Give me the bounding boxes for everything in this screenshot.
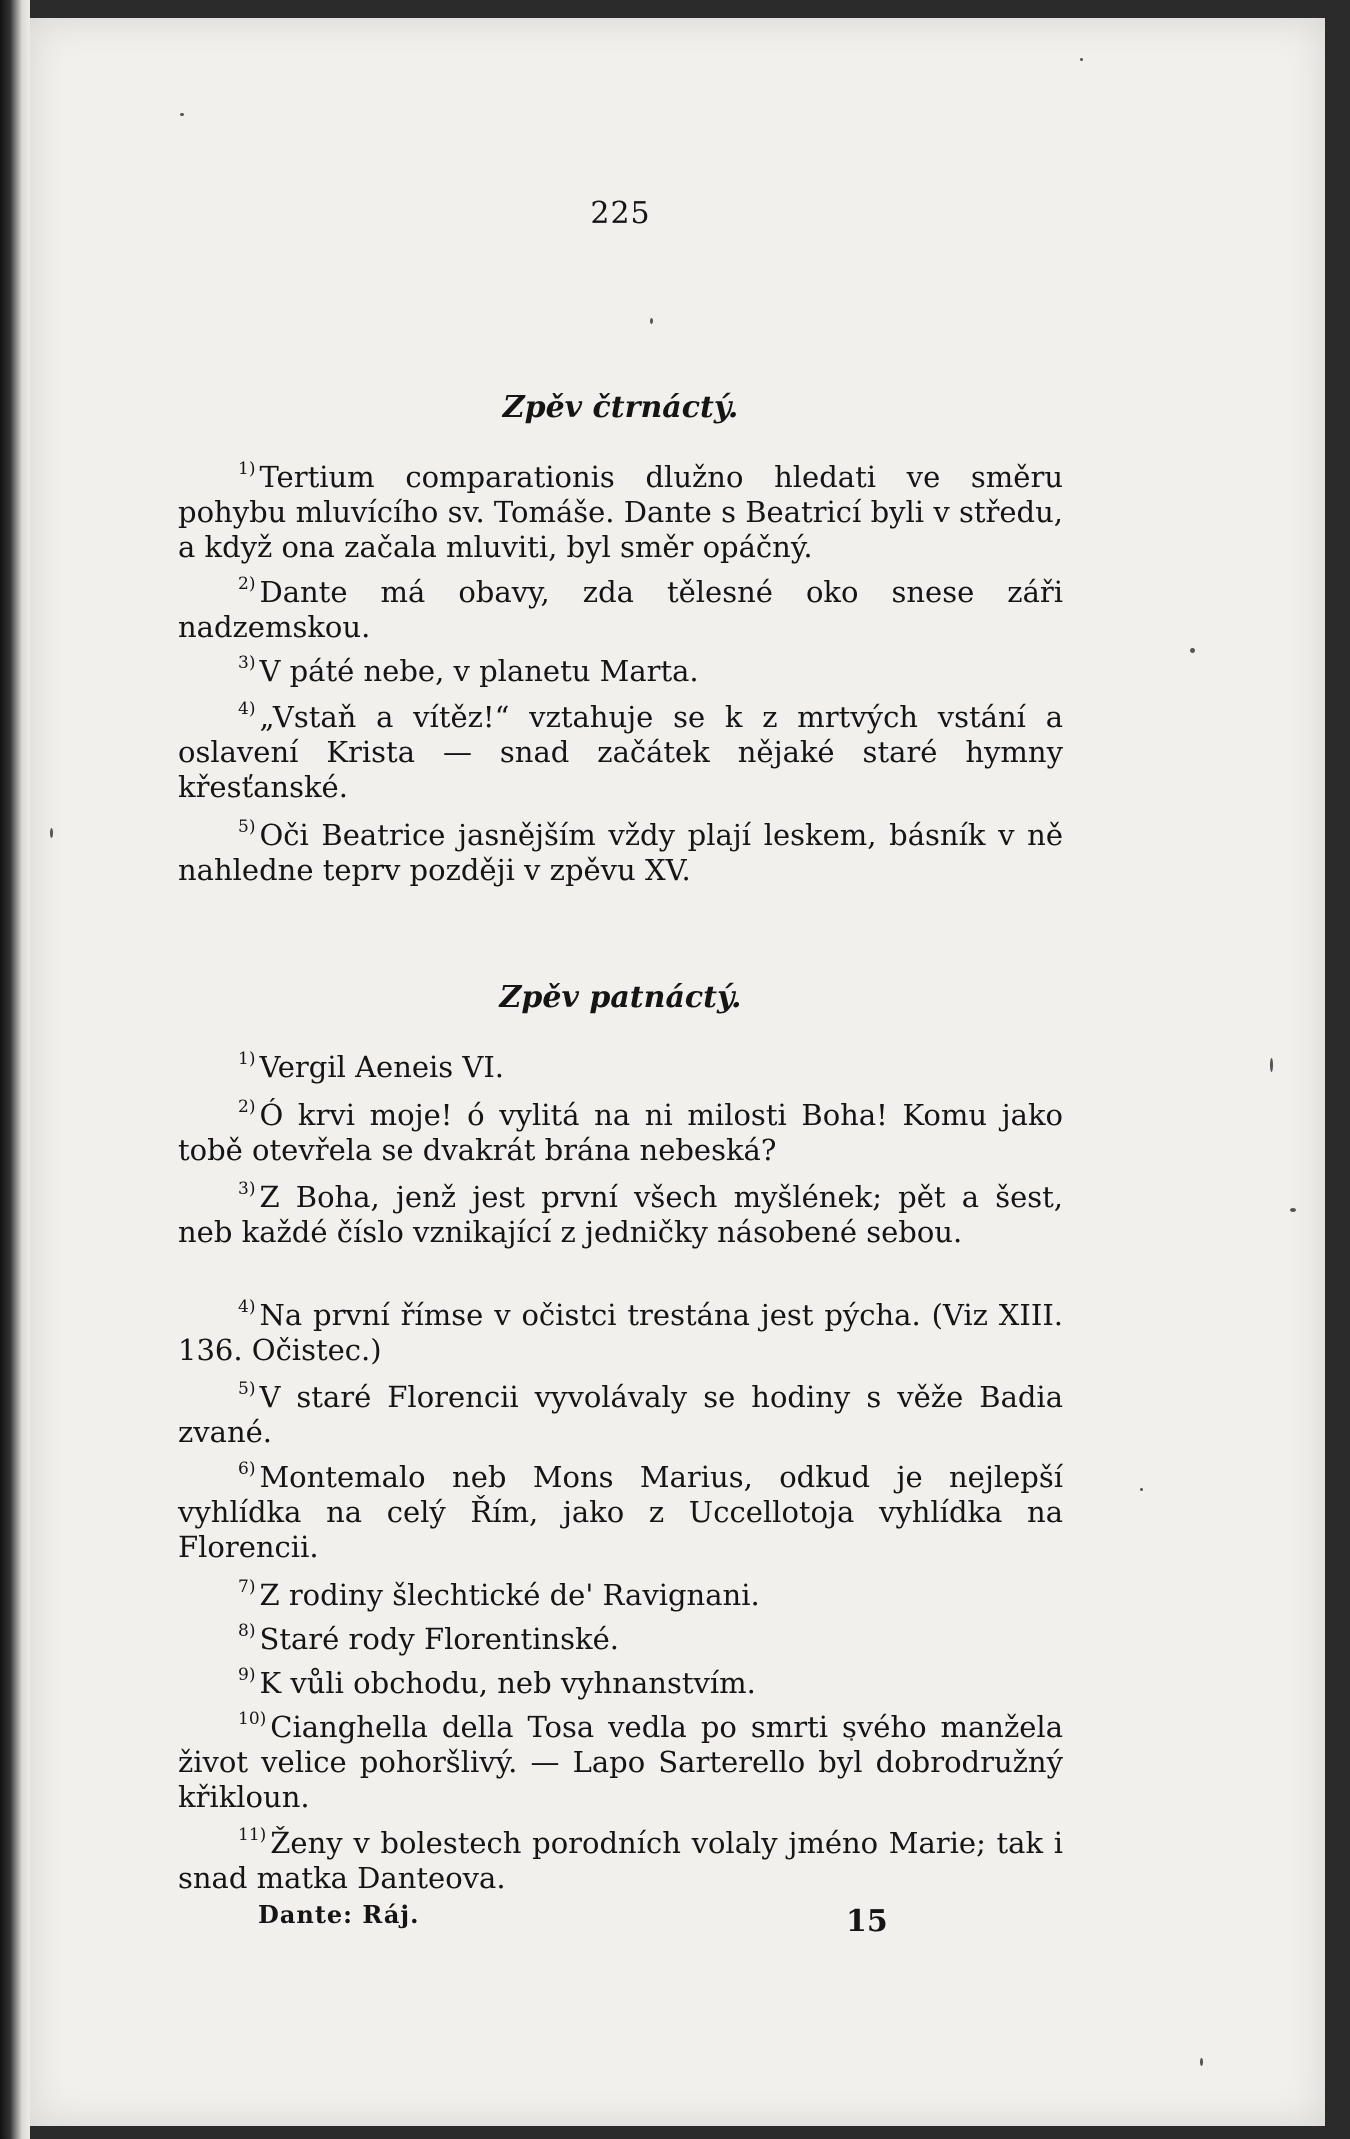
book-page	[30, 18, 1325, 2126]
footnote: $^{5)}$ V staré Florencii vyvolávaly se hodiny s věže Badia zvané.	[178, 1379, 1063, 1449]
sheet-number: 15	[846, 1904, 888, 1939]
page-number: 225	[590, 196, 651, 231]
footnote: $^{7)}$ Z rodiny šlechtické de' Ravignani.	[238, 1577, 760, 1612]
footnote: $^{4)}$ Na první římse v očistci trestána jest pýcha. (Viz XIII. 136. Očistec.)	[178, 1297, 1063, 1367]
footnote: $^{4)}$ „Vstaň a vítěz!“ vztahuje se k z mrtvých vstání a oslavení Krista — snad začátek nějaké staré hymny křesťanské.	[178, 699, 1063, 804]
footnote: $^{6)}$ Montemalo neb Mons Marius, odkud je nejlepší vyhlídka na celý Řím, jako z Uccellotoja vyhlídka na Florencii.	[178, 1459, 1063, 1564]
section-heading-14: Zpěv čtrnáctý.	[502, 390, 739, 425]
footnote: $^{1)}$ Vergil Aeneis VI.	[238, 1049, 505, 1084]
footnote: $^{9)}$ K vůli obchodu, neb vyhnanstvím.	[238, 1665, 756, 1700]
footnote: $^{3)}$ V páté nebe, v planetu Marta.	[238, 653, 699, 688]
footnote: $^{2)}$ Dante má obavy, zda tělesné oko snese záři nadzemskou.	[178, 574, 1063, 644]
footnote: $^{11)}$ Ženy v bolestech porodních volaly jméno Marie; tak i snad matka Danteova.	[178, 1825, 1063, 1895]
footnote: $^{1)}$ Tertium comparationis dlužno hledati ve směru pohybu mluvícího sv. Tomáše. Dante s Beatricí byli v středu, a když ona začala mluviti, byl směr opáčný.	[178, 459, 1063, 564]
footnote: $^{8)}$ Staré rody Florentinské.	[238, 1621, 619, 1656]
signature-mark: Dante: Ráj.	[258, 1900, 420, 1929]
footnote: $^{5)}$ Oči Beatrice jasnějším vždy plají leskem, básník v ně nahledne teprv později v zpěvu XV.	[178, 817, 1063, 887]
footnote: $^{2)}$ Ó krvi moje! ó vylitá na ni milosti Boha! Komu jako tobě otevřela se dvakrát brána nebeská?	[178, 1097, 1063, 1167]
footnote: $^{10)}$ Cianghella della Tosa vedla po smrti svého manžela život velice pohoršlivý. — Lapo Sarterello byl dobrodružný křikloun.	[178, 1709, 1063, 1814]
book-gutter	[0, 0, 30, 2139]
section-heading-15: Zpěv patnáctý.	[499, 980, 742, 1015]
footnote: $^{3)}$ Z Boha, jenž jest první všech myšlének; pět a šest, neb každé číslo vznikající z jedničky násobené sebou.	[178, 1179, 1063, 1249]
